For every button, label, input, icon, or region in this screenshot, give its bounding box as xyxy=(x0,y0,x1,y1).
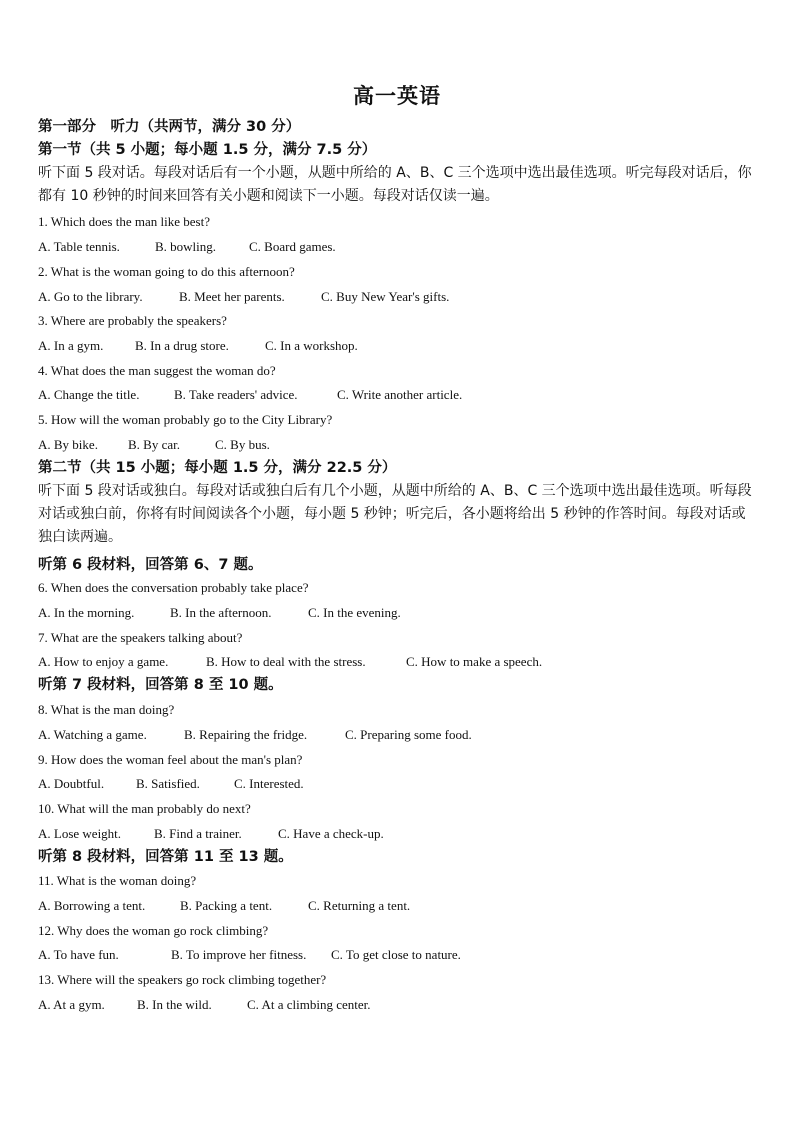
question-3-options xyxy=(38,337,758,355)
section1-header: 第一节（共 5 小题；每小题 1.5 分，满分 7.5 分） xyxy=(38,142,377,158)
question-1: 1. Which does the man like best? xyxy=(38,214,210,229)
option-b: B. By car. xyxy=(128,437,180,452)
option-b: B. Satisfied. xyxy=(136,776,200,791)
option-c: C. At a climbing center. xyxy=(247,997,371,1012)
question-4: 4. What does the man suggest the woman do? xyxy=(38,363,276,378)
option-b: B. Repairing the fridge. xyxy=(184,727,308,742)
option-c: C. Board games. xyxy=(249,239,336,254)
option-a: A. Go to the library. xyxy=(38,289,143,304)
option-a: A. Doubtful. xyxy=(38,776,105,791)
option-c: C. How to make a speech. xyxy=(406,654,543,669)
option-b: B. Meet her parents. xyxy=(179,289,285,304)
question-5: 5. How will the woman probably go to the City Library? xyxy=(38,412,333,427)
question-9-options xyxy=(38,775,758,793)
page-title: 高一英语 xyxy=(353,84,441,108)
question-13-options xyxy=(38,996,758,1014)
option-c: C. Write another article. xyxy=(337,387,463,402)
option-c: C. Buy New Year's gifts. xyxy=(321,289,450,304)
option-a: A. Change the title. xyxy=(38,387,140,402)
question-12-options xyxy=(38,946,758,964)
material6-header: 听第 6 段材料，回答第 6、7 题。 xyxy=(38,557,263,573)
section2-header: 第二节（共 15 小题；每小题 1.5 分，满分 22.5 分） xyxy=(38,460,397,476)
option-c: C. Have a check-up. xyxy=(278,826,384,841)
question-12: 12. Why does the woman go rock climbing? xyxy=(38,923,269,938)
question-7-options xyxy=(38,653,758,671)
material8-header: 听第 8 段材料，回答第 11 至 13 题。 xyxy=(38,849,293,865)
option-b: B. Take readers' advice. xyxy=(174,387,298,402)
question-2-options xyxy=(38,288,758,306)
option-a: A. By bike. xyxy=(38,437,98,452)
option-c: C. Interested. xyxy=(234,776,304,791)
question-3: 3. Where are probably the speakers? xyxy=(38,313,227,328)
option-a: A. How to enjoy a game. xyxy=(38,654,169,669)
question-11: 11. What is the woman doing? xyxy=(38,873,197,888)
option-a: A. Table tennis. xyxy=(38,239,120,254)
question-5-options xyxy=(38,436,758,454)
question-10: 10. What will the man probably do next? xyxy=(38,801,251,816)
option-a: A. Watching a game. xyxy=(38,727,147,742)
option-b: B. Packing a tent. xyxy=(180,898,273,913)
option-b: B. To improve her fitness. xyxy=(171,947,307,962)
question-1-options xyxy=(38,238,758,256)
option-a: A. At a gym. xyxy=(38,997,105,1012)
section1-instructions: 听下面 5 段对话。每段对话后有一个小题，从题中所给的 A、B、C 三个选项中选出最佳选项。听完每段对话后，你都有 10 秒钟的时间来回答有关小题和阅读下一小题。每段对话仅读一遍。 xyxy=(38,165,752,204)
part1-header: 第一部分 听力（共两节，满分 30 分） xyxy=(38,119,301,135)
option-b: B. Find a trainer. xyxy=(154,826,242,841)
option-c: C. Preparing some food. xyxy=(345,727,472,742)
option-b: B. In the wild. xyxy=(137,997,212,1012)
option-a: A. In a gym. xyxy=(38,338,104,353)
question-8: 8. What is the man doing? xyxy=(38,702,175,717)
option-c: C. Returning a tent. xyxy=(308,898,411,913)
question-9: 9. How does the woman feel about the man's plan? xyxy=(38,752,303,767)
question-6-options xyxy=(38,604,758,622)
option-a: A. Lose weight. xyxy=(38,826,122,841)
option-c: C. By bus. xyxy=(215,437,270,452)
material7-header: 听第 7 段材料，回答第 8 至 10 题。 xyxy=(38,677,283,693)
question-4-options xyxy=(38,386,758,404)
option-b: B. In a drug store. xyxy=(135,338,229,353)
question-6: 6. When does the conversation probably take place? xyxy=(38,580,309,595)
question-7: 7. What are the speakers talking about? xyxy=(38,630,243,645)
option-a: A. In the morning. xyxy=(38,605,135,620)
question-13: 13. Where will the speakers go rock climbing together? xyxy=(38,972,327,987)
question-2: 2. What is the woman going to do this afternoon? xyxy=(38,264,295,279)
question-11-options xyxy=(38,897,758,915)
question-8-options xyxy=(38,726,758,744)
option-a: A. To have fun. xyxy=(38,947,119,962)
option-b: B. How to deal with the stress. xyxy=(206,654,366,669)
option-c: C. In a workshop. xyxy=(265,338,358,353)
option-b: B. In the afternoon. xyxy=(170,605,272,620)
option-c: C. To get close to nature. xyxy=(331,947,461,962)
option-a: A. Borrowing a tent. xyxy=(38,898,146,913)
option-c: C. In the evening. xyxy=(308,605,401,620)
section2-instructions: 听下面 5 段对话或独白。每段对话或独白后有几个小题，从题中所给的 A、B、C 三个选项中选出最佳选项。听每段对话或独白前，你将有时间阅读各个小题，每小题 5 秒钟；听完后，各小题将给出 5 秒钟的作答时间。每段对话或独白读两遍。 xyxy=(38,483,752,545)
question-10-options xyxy=(38,825,758,843)
option-b: B. bowling. xyxy=(155,239,217,254)
